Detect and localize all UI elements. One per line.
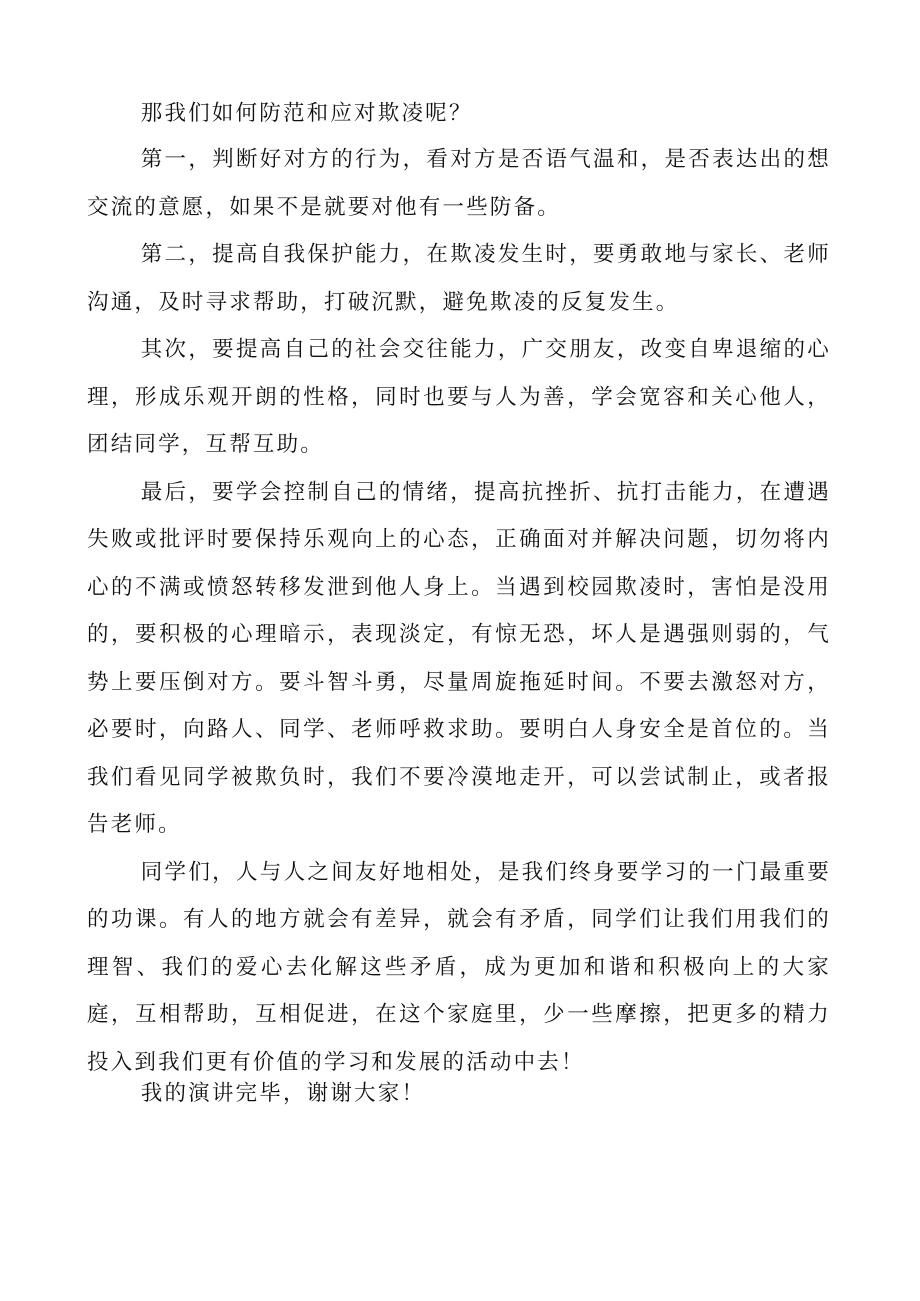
paragraph-emotion-control: 最后，要学会控制自己的情绪，提高抗挫折、抗打击能力，在遭遇失败或批评时要保持乐观向上的心态，正确面对并解决问题，切勿将内心的不满或愤怒转移发泄到他人身上。当遇到校园欺凌时，害怕是没用的，要积极的心理暗示，表现淡定，有惊无恐，坏人是遇强则弱的，气势上要压倒对方。要斗智斗勇，尽量周旋拖延时间。不要去激怒对方，必要时，向路人、同学、老师呼救求助。要明白人身安全是首位的。当我们看见同学被欺负时，我们不要冷漠地走开，可以尝试制止，或者报告老师。 bbox=[87, 479, 831, 837]
paragraph-opening-question: 那我们如何防范和应对欺凌呢？ bbox=[140, 101, 473, 126]
paragraph-closing: 我的演讲完毕，谢谢大家！ bbox=[140, 1081, 426, 1106]
paragraph-social-skills: 其次，要提高自己的社会交往能力，广交朋友，改变自卑退缩的心理，形成乐观开朗的性格，同时也要与人为善，学会宽容和关心他人，团结同学，互帮互助。 bbox=[87, 337, 831, 457]
paragraph-second-point: 第二，提高自我保护能力，在欺凌发生时，要勇敢地与家长、老师沟通，及时寻求帮助，打破沉默，避免欺凌的反复发生。 bbox=[87, 242, 831, 315]
paragraph-first-point: 第一，判断好对方的行为，看对方是否语气温和，是否表达出的想交流的意愿，如果不是就要对他有一些防备。 bbox=[87, 147, 831, 220]
document-page bbox=[87, 92, 831, 1114]
paragraph-classmates-appeal: 同学们，人与人之间友好地相处，是我们终身要学习的一门最重要的功课。有人的地方就会有差异，就会有矛盾，同学们让我们用我们的理智、我们的爱心去化解这些矛盾，成为更加和谐和积极向上的大家庭，互相帮助，互相促进，在这个家庭里，少一些摩擦，把更多的精力投入到我们更有价值的学习和发展的活动中去！ bbox=[87, 859, 831, 1075]
